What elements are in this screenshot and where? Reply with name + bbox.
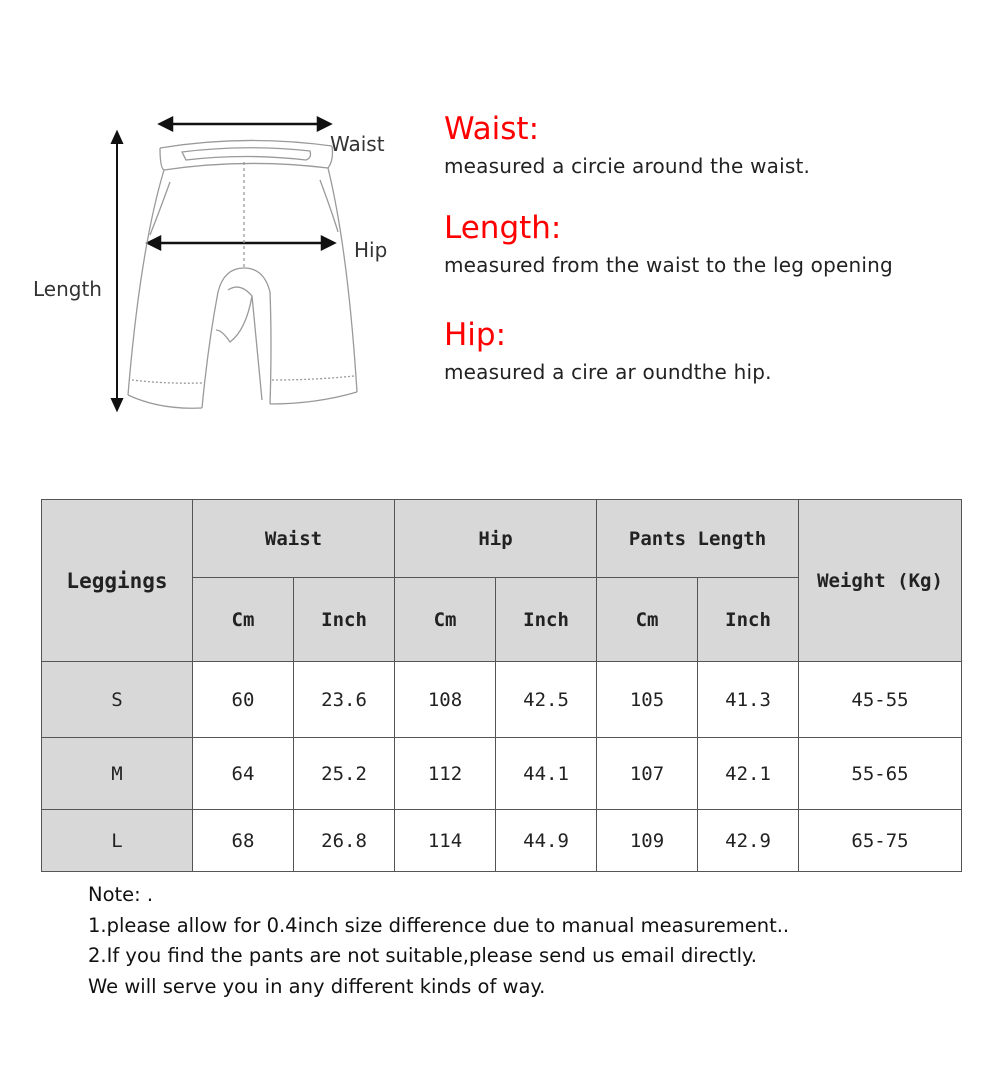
waist-definition-text: measured a circie around the waist.	[444, 154, 811, 178]
length-definition	[444, 209, 984, 278]
length-definition-text: measured from the waist to the leg opening	[444, 253, 893, 277]
pants-length-group-header: Pants Length	[597, 500, 799, 578]
notes-section	[88, 880, 968, 1002]
shorts-measurement-diagram	[0, 0, 420, 440]
table-row	[42, 662, 962, 738]
table-cell: 41.3	[698, 662, 799, 738]
table-cell: 26.8	[294, 810, 395, 872]
table-cell: 109	[597, 810, 698, 872]
hip-definition	[444, 316, 984, 385]
hip-group-header: Hip	[395, 500, 597, 578]
hip-definition-text: measured a cire ar oundthe hip.	[444, 360, 772, 384]
table-cell: 107	[597, 738, 698, 810]
table-row	[42, 810, 962, 872]
table-cell: 68	[193, 810, 294, 872]
table-row	[42, 738, 962, 810]
note-line: We will serve you in any different kinds of way.	[88, 974, 546, 998]
table-cell: 64	[193, 738, 294, 810]
weight-header: Weight (Kg)	[799, 500, 962, 662]
table-cell: 44.1	[496, 738, 597, 810]
table-header-row	[42, 500, 962, 578]
note-line: 2.If you find the pants are not suitable,please send us email directly.	[88, 944, 757, 967]
waist-definition	[444, 110, 984, 179]
table-cell: 65-75	[799, 810, 962, 872]
waist-group-header: Waist	[193, 500, 395, 578]
length-diagram-label: Length	[33, 277, 102, 301]
table-cell: 44.9	[496, 810, 597, 872]
table-cell: 42.1	[698, 738, 799, 810]
size-label: M	[42, 738, 193, 810]
table-cell: 42.5	[496, 662, 597, 738]
table-cell: 114	[395, 810, 496, 872]
size-label: L	[42, 810, 193, 872]
note-heading: Note: .	[88, 883, 154, 906]
unit-header: Cm	[597, 578, 698, 662]
size-chart-table	[41, 499, 962, 872]
hip-arrow	[148, 237, 334, 249]
leggings-header: Leggings	[42, 500, 193, 662]
length-arrow	[112, 132, 122, 410]
waist-arrow	[160, 118, 330, 130]
hip-definition-title: Hip:	[444, 317, 507, 353]
table-cell: 60	[193, 662, 294, 738]
table-cell: 25.2	[294, 738, 395, 810]
table-cell: 105	[597, 662, 698, 738]
table-cell: 112	[395, 738, 496, 810]
hip-diagram-label: Hip	[354, 238, 388, 262]
table-cell: 108	[395, 662, 496, 738]
size-label: S	[42, 662, 193, 738]
shorts-outline-illustration	[0, 0, 420, 440]
note-line: 1.please allow for 0.4inch size difference due to manual measurement..	[88, 913, 790, 937]
waist-diagram-label: Waist	[330, 132, 385, 156]
unit-header: Inch	[496, 578, 597, 662]
table-cell: 42.9	[698, 810, 799, 872]
shorts-body	[128, 140, 357, 408]
table-cell: 23.6	[294, 662, 395, 738]
length-definition-title: Length:	[444, 210, 562, 246]
unit-header: Inch	[698, 578, 799, 662]
table-cell: 55-65	[799, 738, 962, 810]
table-cell: 45-55	[799, 662, 962, 738]
unit-header: Cm	[193, 578, 294, 662]
unit-header: Inch	[294, 578, 395, 662]
waist-definition-title: Waist:	[444, 111, 540, 147]
unit-header: Cm	[395, 578, 496, 662]
